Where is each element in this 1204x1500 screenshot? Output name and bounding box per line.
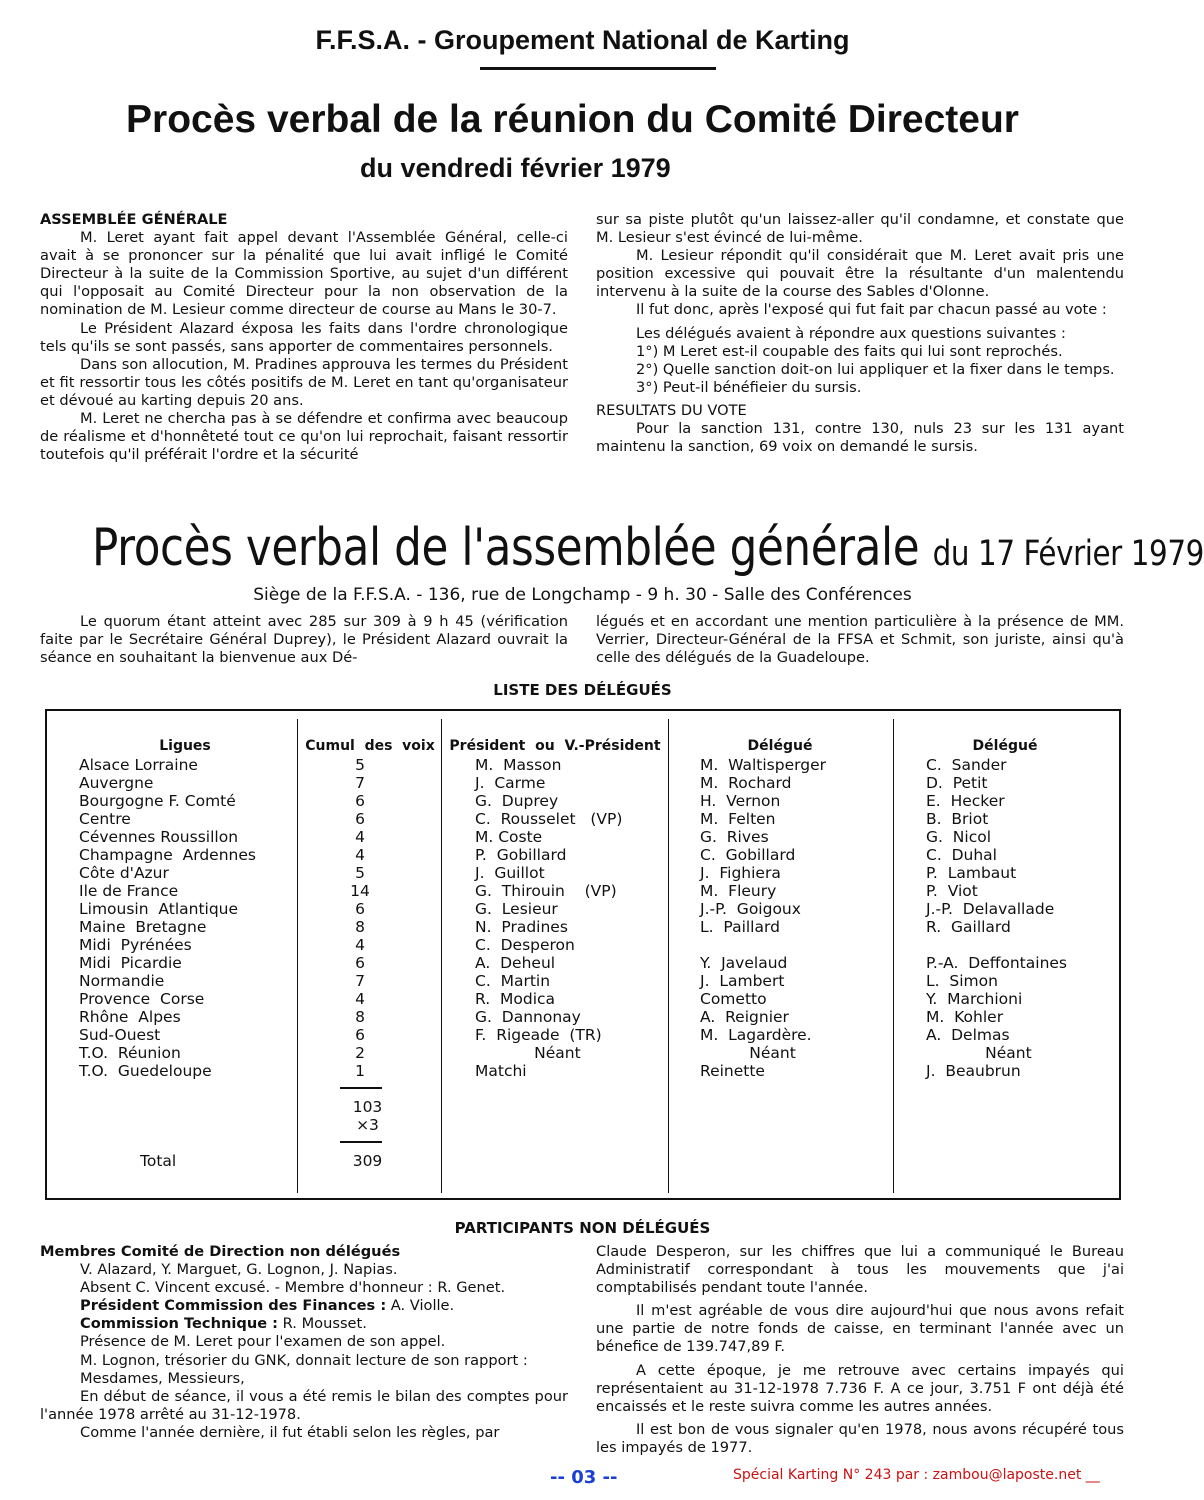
comite-paragraph: Dans son allocution, M. Pradines approuva les termes du Président et fit ressortir tous les côtés positifs de M. Leret en tant qu'organisateur et dévoué au karting depuis 20 ans.: [40, 355, 568, 409]
header-delegue-1: Délégué: [747, 738, 813, 754]
results-text: Pour la sanction 131, contre 130, nuls 23 sur les 131 ayant maintenu la sanction, 69 voix on demandé le sursis.: [596, 420, 1124, 456]
total-value: 309: [352, 1152, 383, 1170]
finances-label: Président Commission des Finances :: [80, 1297, 387, 1315]
publication-header: F.F.S.A. - Groupement National de Karting: [315, 25, 850, 55]
question-2: 2°) Quelle sanction doit-on lui appliquer et la fixer dans le temps.: [636, 360, 1115, 378]
delegue-2-column: C. Sander D. Petit E. Hecker B. Briot G. Nicol C. Duhal P. Lambaut P. Viot J.-P. Delavallade R. Gaillard P.-A. Deffontaines L. Simon Y. Marchioni M. Kohler A. Delmas Néant J. Beaubrun: [926, 756, 1067, 1080]
meeting-title: Procès verbal de la réunion du Comité Directeur: [126, 98, 1019, 141]
intro-paragraph: légués et en accordant une mention particulière à la présence de MM. Verrier, Directeur-Général de la FFSA et Schmit, son juriste, ainsi qu'à celle des délégués de la Guadeloupe.: [596, 613, 1124, 667]
header-ligues: Ligues: [159, 738, 211, 754]
participants-title: PARTICIPANTS NON DÉLÉGUÉS: [454, 1219, 711, 1237]
subtotal-rule: [340, 1087, 382, 1089]
intro-paragraph: Le quorum étant atteint avec 285 sur 309 à 9 h 45 (vérification faite par le Secrétaire Général Duprey), le Président Alazard ouvrait la séance en souhaitant la bienvenue aux Dé-: [40, 613, 568, 667]
table-divider: [668, 719, 669, 1193]
header-voix: Cumul des voix: [305, 738, 435, 754]
question-1: 1°) M Leret est-il coupable des faits qui lui sont reprochés.: [636, 342, 1063, 360]
intro-left: [40, 613, 568, 667]
total-label: Total: [140, 1152, 177, 1170]
header-president: Président ou V.-Président: [449, 738, 661, 754]
question-3: 3°) Peut-il bénéfieier du sursis.: [636, 378, 862, 396]
report-paragraph: A cette époque, je me retrouve avec certains impayés qui représentaient au 31-12-1978 7.736 F. A ce jour, 3.751 F ont déjà été encaissés et le reste suivra comme les autres années.: [596, 1361, 1124, 1415]
delegue-1-column: M. Waltisperger M. Rochard H. Vernon M. Felten G. Rives C. Gobillard J. Fighiera M. Fleury J.-P. Goigoux L. Paillard Y. Javelaud J. Lambert Cometto A. Reignier M. Lagardère. Néant Reinette: [700, 756, 826, 1080]
assembly-location: Siège de la F.F.S.A. - 136, rue de Longchamp - 9 h. 30 - Salle des Conférences: [253, 585, 912, 605]
report-paragraph: Comme l'année dernière, il fut établi selon les règles, par: [80, 1423, 500, 1441]
delegates-list-title: LISTE DES DÉLÉGUÉS: [493, 681, 672, 699]
presence-line: Présence de M. Leret pour l'examen de son appel.: [80, 1333, 446, 1351]
table-divider: [441, 719, 442, 1193]
intro-right: [596, 613, 1124, 667]
comite-paragraph: M. Lesieur répondit qu'il considérait que M. Leret avait pris une position excessive qui pouvait être la résultante d'un malentendu intervenu à la suite de la course des Sables d'Olonne.: [596, 247, 1124, 301]
comite-left-column: [40, 211, 568, 464]
comite-paragraph: sur sa piste plutôt qu'un laissez-aller qu'il condamne, et constate que M. Lesieur s'est évincé de lui-même.: [596, 211, 1124, 247]
comite-right-column: [596, 211, 1124, 456]
absent-line: Absent C. Vincent excusé. - Membre d'honneur : R. Genet.: [80, 1279, 506, 1297]
voix-subtotal: 103: [352, 1098, 383, 1116]
voix-multiplier: ×3: [356, 1116, 379, 1134]
membres-list: V. Alazard, Y. Marguet, G. Lognon, J. Napias.: [80, 1261, 398, 1279]
technique-line: [40, 1315, 568, 1333]
comite-paragraph: M. Leret ne chercha pas à se défendre et confirma avec beaucoup de réalisme et d'honnêteté tout ce qu'on lui reprochait, faisant ressortir toutefois qu'il préférait l'ordre et la sécurité: [40, 410, 568, 464]
membres-heading: Membres Comité de Direction non délégués: [40, 1243, 401, 1260]
report-paragraph: Claude Desperon, sur les chiffres que lui a communiqué le Bureau Administratif correspondant à tous les mouvements que j'ai comptabilisés pendant toute l'année.: [596, 1243, 1124, 1297]
lognon-line: M. Lognon, trésorier du GNK, donnait lecture de son rapport :: [80, 1351, 528, 1369]
ligues-column: Alsace Lorraine Auvergne Bourgogne F. Comté Centre Cévennes Roussillon Champagne Ardennes Côte d'Azur Ile de France Limousin Atlantique Maine Bretagne Midi Pyrénées Midi Picardie Normandie Provence Corse Rhône Alpes Sud-Ouest T.O. Réunion T.O. Guedeloupe: [79, 756, 256, 1080]
results-heading: RESULTATS DU VOTE: [596, 401, 747, 419]
participants-right: [596, 1243, 1124, 1457]
total-rule: [340, 1141, 382, 1143]
technique-label: Commission Technique :: [80, 1315, 279, 1333]
page-number: -- 03 --: [550, 1467, 618, 1488]
report-paragraph: Il m'est agréable de vous dire aujourd'hui que nous avons refait une partie de notre fonds de caisse, en terminant l'année avec un bénefice de 139.747,89 F.: [596, 1302, 1124, 1356]
table-divider: [893, 719, 894, 1193]
header-delegue-2: Délégué: [972, 738, 1038, 754]
report-paragraph: En début de séance, il vous a été remis le bilan des comptes pour l'année 1978 arrêté au 31-12-1978.: [40, 1387, 568, 1423]
table-divider: [297, 719, 298, 1193]
meeting-date: du vendredi février 1979: [360, 153, 671, 183]
comite-paragraph: M. Leret ayant fait appel devant l'Assemblée Général, celle-ci avait à se prononcer sur la pénalité que lui avait infligé le Comité Directeur à la suite de la Commission Sportive, au sujet d'un différent qui l'opposait au Comité Directeur pour la non observation de la nomination de M. Lesieur comme directeur de course au Mans le 30-7.: [40, 229, 568, 319]
footer-credit: Spécial Karting N° 243 par : zambou@laposte.net __: [733, 1467, 1100, 1483]
finances-name: A. Violle.: [386, 1297, 455, 1315]
assembly-title-date: du 17 Février 1979: [932, 534, 1204, 574]
comite-paragraph: Le Président Alazard éxposa les faits dans l'ordre chronologique tels qu'ils se sont passés, sans apporter de commentaires personnels.: [40, 319, 568, 355]
voix-column: 5 7 6 6 4 4 5 14 6 8 4 6 7 4 8 6 2 1: [350, 756, 370, 1080]
questions-intro: Les délégués avaient à répondre aux questions suivantes :: [636, 324, 1066, 342]
technique-name: R. Mousset.: [278, 1315, 367, 1333]
report-paragraph: Il est bon de vous signaler qu'en 1978, nous avons récupéré tous les impayés de 1977.: [596, 1420, 1124, 1456]
participants-left: [40, 1243, 568, 1442]
assembly-title-main: Procès verbal de l'assemblée générale: [92, 518, 920, 578]
comite-paragraph: Il fut donc, après l'exposé qui fut fait par chacun passé au vote :: [636, 301, 1107, 319]
assembly-title: [92, 518, 1204, 578]
salutation: Mesdames, Messieurs,: [80, 1369, 245, 1387]
assemblee-heading: ASSEMBLÉE GÉNÉRALE: [40, 211, 228, 228]
presidents-column: M. Masson J. Carme G. Duprey C. Rousselet (VP) M. Coste P. Gobillard J. Guillot G. Thirouin (VP) G. Lesieur N. Pradines C. Desperon A. Deheul C. Martin R. Modica G. Dannonay F. Rigeade (TR) Néant Matchi: [475, 756, 623, 1080]
finances-line: [40, 1297, 568, 1315]
header-rule: [480, 67, 716, 70]
